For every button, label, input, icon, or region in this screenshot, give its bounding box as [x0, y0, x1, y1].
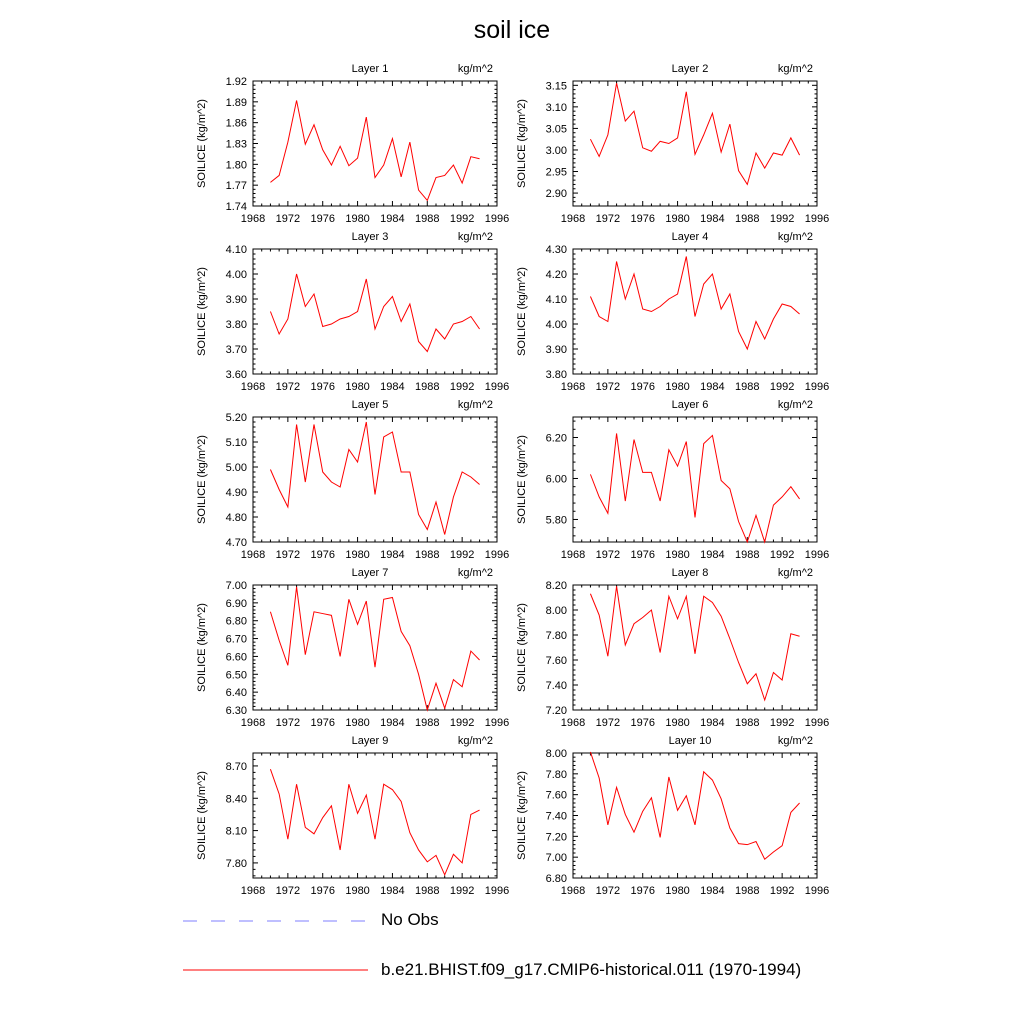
y-tick-label: 6.30	[225, 705, 247, 717]
series-line	[270, 422, 479, 535]
y-tick-label: 4.30	[545, 244, 567, 256]
x-tick-label: 1996	[484, 885, 510, 897]
y-tick-label: 1.83	[225, 138, 247, 151]
y-axis-label: SOILICE (kg/m^2)	[196, 435, 208, 524]
series-line	[590, 586, 799, 700]
x-tick-label: 1992	[769, 213, 795, 225]
panel-layer-1	[196, 63, 509, 225]
x-tick-label: 1976	[310, 717, 335, 729]
x-tick-label: 1988	[415, 717, 440, 729]
series-line	[590, 752, 799, 859]
y-tick-label: 3.00	[545, 144, 567, 157]
y-tick-label: 3.90	[545, 344, 567, 356]
y-tick-label: 8.00	[545, 748, 567, 760]
panel-units: kg/m^2	[457, 735, 493, 747]
x-tick-label: 1976	[630, 381, 655, 393]
y-tick-label: 3.15	[545, 80, 567, 93]
x-tick-label: 1968	[560, 717, 586, 729]
plot-frame	[253, 753, 497, 878]
x-tick-label: 1968	[240, 213, 266, 225]
series-line	[590, 433, 799, 542]
x-tick-label: 1992	[769, 549, 795, 561]
panel-layer-8	[516, 567, 829, 729]
plot-frame	[573, 81, 817, 206]
y-tick-label: 7.00	[225, 580, 247, 592]
panel-title: Layer 1	[351, 63, 389, 75]
y-axis-label: SOILICE (kg/m^2)	[196, 267, 208, 356]
x-tick-label: 1972	[275, 213, 301, 225]
x-tick-label: 1976	[310, 213, 335, 225]
x-tick-label: 1992	[449, 381, 475, 393]
series-line	[270, 100, 479, 200]
x-tick-label: 1984	[380, 213, 405, 225]
x-tick-label: 1972	[595, 213, 621, 225]
y-tick-label: 7.20	[545, 831, 567, 844]
series-line	[270, 769, 479, 875]
x-tick-label: 1968	[560, 885, 586, 897]
y-axis-label: SOILICE (kg/m^2)	[196, 99, 208, 188]
x-tick-label: 1976	[630, 213, 655, 225]
panel-units: kg/m^2	[777, 567, 813, 579]
x-tick-label: 1976	[310, 885, 335, 897]
panels-group	[196, 63, 829, 897]
y-tick-label: 7.80	[545, 630, 567, 642]
y-axis-label: SOILICE (kg/m^2)	[196, 771, 208, 860]
panel-units: kg/m^2	[777, 231, 813, 243]
y-tick-label: 1.74	[225, 201, 247, 213]
x-tick-label: 1972	[275, 381, 301, 393]
x-tick-label: 1992	[769, 381, 795, 393]
y-tick-label: 7.60	[545, 655, 567, 667]
x-tick-label: 1996	[804, 381, 830, 393]
panel-title: Layer 9	[351, 735, 389, 747]
panel-layer-2	[516, 63, 829, 225]
y-tick-label: 1.77	[225, 180, 247, 193]
panel-units: kg/m^2	[777, 399, 813, 411]
x-tick-label: 1988	[415, 549, 440, 561]
x-tick-label: 1992	[449, 549, 475, 561]
y-tick-label: 6.20	[545, 432, 567, 445]
panel-units: kg/m^2	[777, 63, 813, 75]
y-tick-label: 3.90	[225, 294, 247, 306]
y-tick-label: 6.40	[225, 687, 247, 700]
y-tick-label: 4.70	[225, 537, 247, 549]
y-tick-label: 4.10	[545, 294, 567, 306]
y-tick-label: 7.20	[545, 705, 567, 717]
x-tick-label: 1976	[630, 549, 655, 561]
plot-frame	[573, 417, 817, 542]
x-tick-label: 1996	[484, 717, 510, 729]
x-tick-label: 1988	[415, 381, 440, 393]
x-tick-label: 1980	[665, 213, 690, 225]
series-line	[590, 257, 799, 350]
x-tick-label: 1996	[804, 717, 830, 729]
x-tick-label: 1996	[484, 213, 510, 225]
x-tick-label: 1972	[595, 381, 621, 393]
y-tick-label: 6.60	[225, 651, 247, 664]
x-tick-label: 1972	[595, 885, 621, 897]
y-tick-label: 4.00	[545, 319, 567, 331]
x-tick-label: 1980	[345, 381, 370, 393]
x-tick-label: 1972	[275, 717, 301, 729]
panel-units: kg/m^2	[457, 231, 493, 243]
y-tick-label: 4.80	[225, 512, 247, 524]
x-tick-label: 1988	[735, 213, 760, 225]
chart-title: soil ice	[473, 16, 551, 44]
x-tick-label: 1988	[735, 717, 760, 729]
x-tick-label: 1980	[665, 549, 690, 561]
y-tick-label: 1.89	[225, 96, 247, 109]
x-tick-label: 1976	[310, 381, 335, 393]
x-tick-label: 1980	[665, 717, 690, 729]
y-tick-label: 5.20	[225, 412, 247, 424]
y-tick-label: 8.40	[225, 793, 247, 806]
panel-title: Layer 3	[351, 231, 389, 243]
x-tick-label: 1968	[240, 549, 266, 561]
x-tick-label: 1984	[380, 885, 405, 897]
y-tick-label: 4.10	[225, 244, 247, 256]
x-tick-label: 1992	[769, 717, 795, 729]
legend-model-label: b.e21.BHIST.f09_g17.CMIP6-historical.011 (1970-1994)	[381, 960, 802, 979]
x-tick-label: 1992	[449, 885, 475, 897]
y-tick-label: 3.10	[545, 101, 567, 114]
plot-frame	[573, 585, 817, 710]
y-tick-label: 7.80	[545, 768, 567, 781]
y-tick-label: 5.80	[545, 514, 567, 527]
x-tick-label: 1984	[700, 717, 725, 729]
y-tick-label: 8.20	[545, 580, 567, 592]
legend-obs-label: No Obs	[381, 910, 439, 929]
y-tick-label: 6.50	[225, 669, 247, 682]
y-tick-label: 3.80	[225, 319, 247, 331]
y-axis-label: SOILICE (kg/m^2)	[516, 771, 528, 860]
y-tick-label: 2.90	[545, 188, 567, 201]
x-tick-label: 1968	[240, 885, 266, 897]
x-tick-label: 1972	[595, 549, 621, 561]
panel-layer-5	[196, 399, 509, 561]
x-tick-label: 1988	[735, 885, 760, 897]
x-tick-label: 1984	[380, 717, 405, 729]
y-axis-label: SOILICE (kg/m^2)	[196, 603, 208, 692]
x-tick-label: 1980	[665, 381, 690, 393]
y-tick-label: 4.00	[225, 269, 247, 281]
panel-title: Layer 10	[668, 735, 712, 747]
x-tick-label: 1984	[380, 549, 405, 561]
series-line	[270, 587, 479, 710]
y-tick-label: 6.80	[545, 873, 567, 885]
x-tick-label: 1980	[345, 885, 370, 897]
panel-title: Layer 6	[671, 399, 709, 411]
x-tick-label: 1992	[769, 885, 795, 897]
x-tick-label: 1976	[630, 717, 655, 729]
panel-layer-4	[516, 231, 829, 393]
panel-units: kg/m^2	[457, 63, 493, 75]
x-tick-label: 1996	[804, 549, 830, 561]
x-tick-label: 1968	[240, 717, 266, 729]
x-tick-label: 1984	[700, 885, 725, 897]
y-axis-label: SOILICE (kg/m^2)	[516, 99, 528, 188]
y-tick-label: 7.80	[225, 857, 247, 870]
y-tick-label: 3.80	[545, 369, 567, 381]
y-tick-label: 3.60	[225, 369, 247, 381]
x-tick-label: 1968	[240, 381, 266, 393]
x-tick-label: 1984	[700, 213, 725, 225]
y-tick-label: 4.20	[545, 269, 567, 281]
y-tick-label: 6.70	[225, 633, 247, 646]
x-tick-label: 1976	[630, 885, 655, 897]
panel-layer-9	[196, 735, 509, 897]
panel-title: Layer 4	[671, 231, 709, 243]
panel-units: kg/m^2	[777, 735, 813, 747]
y-tick-label: 1.92	[225, 76, 247, 88]
y-tick-label: 2.95	[545, 166, 567, 179]
y-tick-label: 1.86	[225, 117, 247, 130]
y-tick-label: 4.90	[225, 487, 247, 499]
x-tick-label: 1996	[804, 213, 830, 225]
y-tick-label: 8.10	[225, 825, 247, 838]
y-tick-label: 7.60	[545, 789, 567, 802]
x-tick-label: 1984	[700, 381, 725, 393]
y-axis-label: SOILICE (kg/m^2)	[516, 603, 528, 692]
y-tick-label: 6.00	[545, 473, 567, 486]
x-tick-label: 1980	[345, 213, 370, 225]
x-tick-label: 1988	[415, 213, 440, 225]
x-tick-label: 1968	[560, 549, 586, 561]
x-tick-label: 1996	[804, 885, 830, 897]
x-tick-label: 1996	[484, 381, 510, 393]
x-tick-label: 1968	[560, 381, 586, 393]
x-tick-label: 1968	[560, 213, 586, 225]
plot-frame	[253, 81, 497, 206]
x-tick-label: 1980	[665, 885, 690, 897]
x-tick-label: 1972	[275, 885, 301, 897]
panel-layer-6	[516, 399, 829, 561]
x-tick-label: 1976	[310, 549, 335, 561]
y-tick-label: 1.80	[225, 159, 247, 172]
y-tick-label: 3.05	[545, 123, 567, 136]
x-tick-label: 1984	[380, 381, 405, 393]
y-tick-label: 6.90	[225, 597, 247, 610]
plot-frame	[253, 417, 497, 542]
panel-units: kg/m^2	[457, 399, 493, 411]
x-tick-label: 1988	[735, 549, 760, 561]
y-tick-label: 3.70	[225, 344, 247, 356]
panel-title: Layer 7	[351, 567, 389, 579]
legend-lines	[183, 921, 368, 970]
y-tick-label: 7.40	[545, 680, 567, 692]
y-tick-label: 7.40	[545, 810, 567, 823]
panel-title: Layer 5	[351, 399, 389, 411]
y-axis-label: SOILICE (kg/m^2)	[516, 267, 528, 356]
panel-title: Layer 8	[671, 567, 709, 579]
panel-layer-7	[196, 567, 509, 729]
x-tick-label: 1992	[449, 717, 475, 729]
x-tick-label: 1980	[345, 717, 370, 729]
panel-title: Layer 2	[671, 63, 709, 75]
y-tick-label: 8.00	[545, 605, 567, 617]
y-tick-label: 6.80	[225, 615, 247, 628]
x-tick-label: 1980	[345, 549, 370, 561]
x-tick-label: 1988	[735, 381, 760, 393]
series-line	[270, 274, 479, 352]
y-tick-label: 8.70	[225, 760, 247, 773]
x-tick-label: 1972	[595, 717, 621, 729]
panel-layer-10	[516, 735, 829, 897]
x-tick-label: 1996	[484, 549, 510, 561]
y-tick-label: 7.00	[545, 852, 567, 865]
x-tick-label: 1984	[700, 549, 725, 561]
panel-units: kg/m^2	[457, 567, 493, 579]
y-tick-label: 5.00	[225, 462, 247, 474]
x-tick-label: 1988	[415, 885, 440, 897]
y-axis-label: SOILICE (kg/m^2)	[516, 435, 528, 524]
x-tick-label: 1992	[449, 213, 475, 225]
x-tick-label: 1972	[275, 549, 301, 561]
series-line	[590, 83, 799, 184]
panel-layer-3	[196, 231, 509, 393]
y-tick-label: 5.10	[225, 437, 247, 449]
